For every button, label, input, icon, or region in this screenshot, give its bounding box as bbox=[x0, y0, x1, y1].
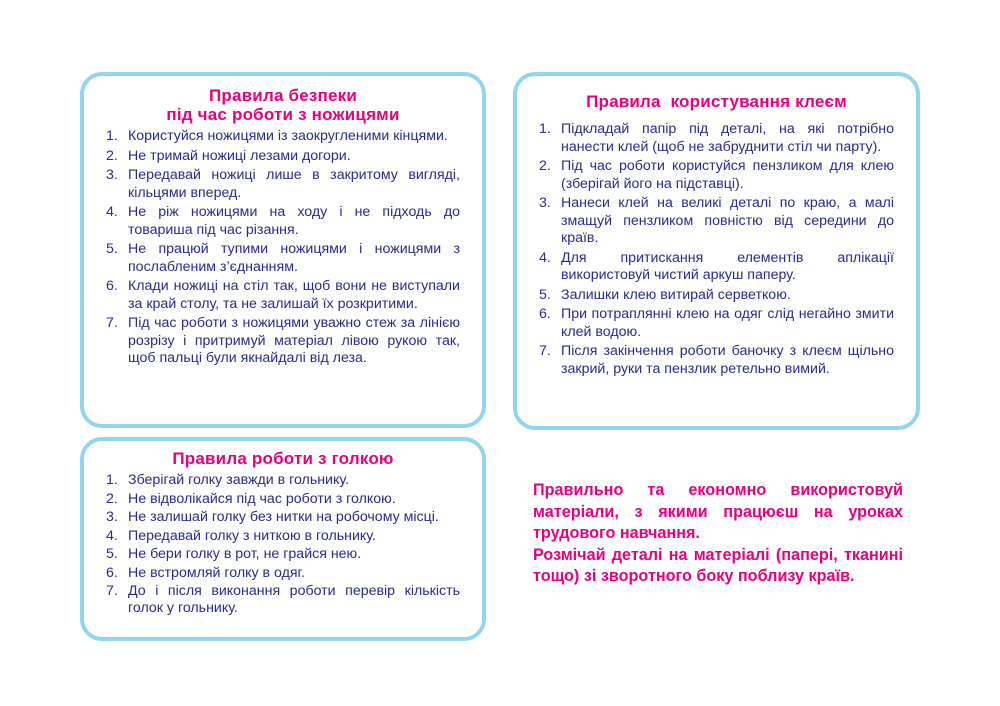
rule-item bbox=[106, 241, 460, 276]
rule-item bbox=[106, 167, 460, 202]
rule-number: 3. bbox=[106, 509, 118, 525]
rule-text: Нанеси клей на великі деталі по краю, а малі змащуй пензликом повністю від середини до країв. bbox=[561, 195, 894, 246]
rule-text: Після закінчення роботи баночку з клеєм щільно закрий, руки та пензлик ретельно вимий. bbox=[561, 343, 894, 377]
needle-rules-card bbox=[80, 437, 486, 641]
rule-text: Клади ножиці на стіл так, щоб вони не виступали за край столу, та не залишай їх розкритими. bbox=[128, 278, 460, 312]
rule-item bbox=[106, 509, 460, 526]
rule-number: 7. bbox=[106, 315, 118, 331]
rule-text: Не тримай ножиці лезами догори. bbox=[128, 147, 351, 164]
needle-rules-title: Правила роботи з голкою bbox=[172, 449, 394, 468]
rule-item bbox=[106, 278, 460, 313]
rule-text: Не бери голку в рот, не грайся нею. bbox=[128, 546, 362, 562]
rule-item bbox=[539, 158, 894, 193]
rule-text: Не відволікайся під час роботи з голкою. bbox=[128, 490, 396, 507]
rule-text: Не працюй тупими ножицями і ножицями з послабленим з’єднанням. bbox=[128, 241, 460, 275]
rule-number: 2. bbox=[106, 147, 118, 164]
rule-number: 5. bbox=[106, 546, 118, 562]
rule-number: 3. bbox=[106, 167, 118, 183]
materials-note bbox=[533, 480, 903, 588]
rule-text: Під час роботи з ножицями уважно стеж за лінією розрізу і притримуй матеріал лівою рукою так, щоб пальці були якнайдалі від леза. bbox=[128, 315, 460, 366]
rule-text: Передавай голку з ниткою в гольнику. bbox=[128, 527, 376, 544]
rule-item bbox=[539, 250, 894, 285]
scissors-rules-card bbox=[80, 72, 486, 428]
rule-number: 4. bbox=[106, 204, 118, 220]
rule-text: Під час роботи користуйся пензликом для клею (зберігай його на підставці). bbox=[561, 158, 894, 192]
rule-number: 2. bbox=[539, 158, 551, 174]
rule-item bbox=[106, 472, 460, 489]
rule-item bbox=[106, 148, 460, 166]
rule-text: Не залишай голку без нитки на робочому місці. bbox=[128, 509, 439, 525]
scissors-rules-title bbox=[106, 86, 460, 124]
rule-item bbox=[106, 565, 460, 582]
rule-text: Зберігай голку завжди в гольнику. bbox=[128, 472, 349, 488]
scissors-rules-list bbox=[106, 128, 460, 368]
scissors-title-line2: під час роботи з ножицями bbox=[166, 105, 400, 124]
rule-item bbox=[106, 491, 460, 508]
rule-number: 2. bbox=[106, 490, 118, 507]
rule-item bbox=[106, 546, 460, 563]
rule-number: 7. bbox=[106, 583, 118, 599]
rule-number: 4. bbox=[539, 249, 551, 266]
rule-text: Підкладай папір під деталі, на які потрібно нанести клей (щоб не забруднити стіл чи парту). bbox=[561, 121, 894, 155]
scissors-title-line1: Правила безпеки bbox=[208, 86, 358, 105]
rule-item bbox=[539, 121, 894, 156]
rule-text: Для притискання елементів аплікації використовуй чистий аркуш паперу. bbox=[561, 249, 894, 283]
rule-text: Передавай ножиці лише в закритому вигляді, кільцями вперед. bbox=[128, 167, 460, 201]
rule-number: 1. bbox=[106, 472, 118, 488]
rule-item bbox=[539, 343, 894, 378]
materials-note-paragraph-1: Правильно та економно використовуй матеріали, з якими працюєш на уроках трудового навчання. bbox=[533, 481, 903, 542]
rule-number: 1. bbox=[106, 128, 118, 144]
glue-rules-title: Правила користування клеєм bbox=[586, 92, 847, 111]
rule-number: 6. bbox=[106, 564, 118, 581]
rule-item bbox=[539, 195, 894, 248]
rule-item bbox=[106, 583, 460, 617]
materials-note-paragraph-2: Розмічай деталі на матеріалі (папері, тканині тощо) зі зворотного боку поблизу країв. bbox=[533, 545, 903, 585]
rule-number: 5. bbox=[539, 286, 551, 303]
rule-item bbox=[539, 287, 894, 305]
rule-item bbox=[106, 204, 460, 239]
rule-text: При потраплянні клею на одяг слід негайно змити клей водою. bbox=[561, 306, 894, 340]
rule-text: Користуйся ножицями із заокругленими кінцями. bbox=[128, 128, 448, 144]
rule-text: Залишки клею витирай серветкою. bbox=[561, 286, 791, 303]
rule-number: 5. bbox=[106, 241, 118, 257]
rule-item bbox=[106, 315, 460, 368]
rule-text: Не ріж ножицями на ходу і не підходь до товариша під час різання. bbox=[128, 204, 460, 238]
rule-item bbox=[539, 306, 894, 341]
rule-number: 4. bbox=[106, 527, 118, 544]
glue-rules-list bbox=[539, 121, 894, 378]
rule-text: До і після виконання роботи перевір кількість голок у гольнику. bbox=[128, 583, 460, 616]
rule-item bbox=[106, 128, 460, 146]
rule-number: 3. bbox=[539, 195, 551, 211]
needle-rules-list bbox=[106, 472, 460, 617]
rule-text: Не встромляй голку в одяг. bbox=[128, 564, 305, 581]
glue-rules-card bbox=[513, 72, 920, 430]
rule-number: 6. bbox=[106, 278, 118, 294]
rule-item bbox=[106, 528, 460, 545]
rule-number: 7. bbox=[539, 343, 551, 359]
rule-number: 1. bbox=[539, 121, 551, 137]
rule-number: 6. bbox=[539, 306, 551, 322]
